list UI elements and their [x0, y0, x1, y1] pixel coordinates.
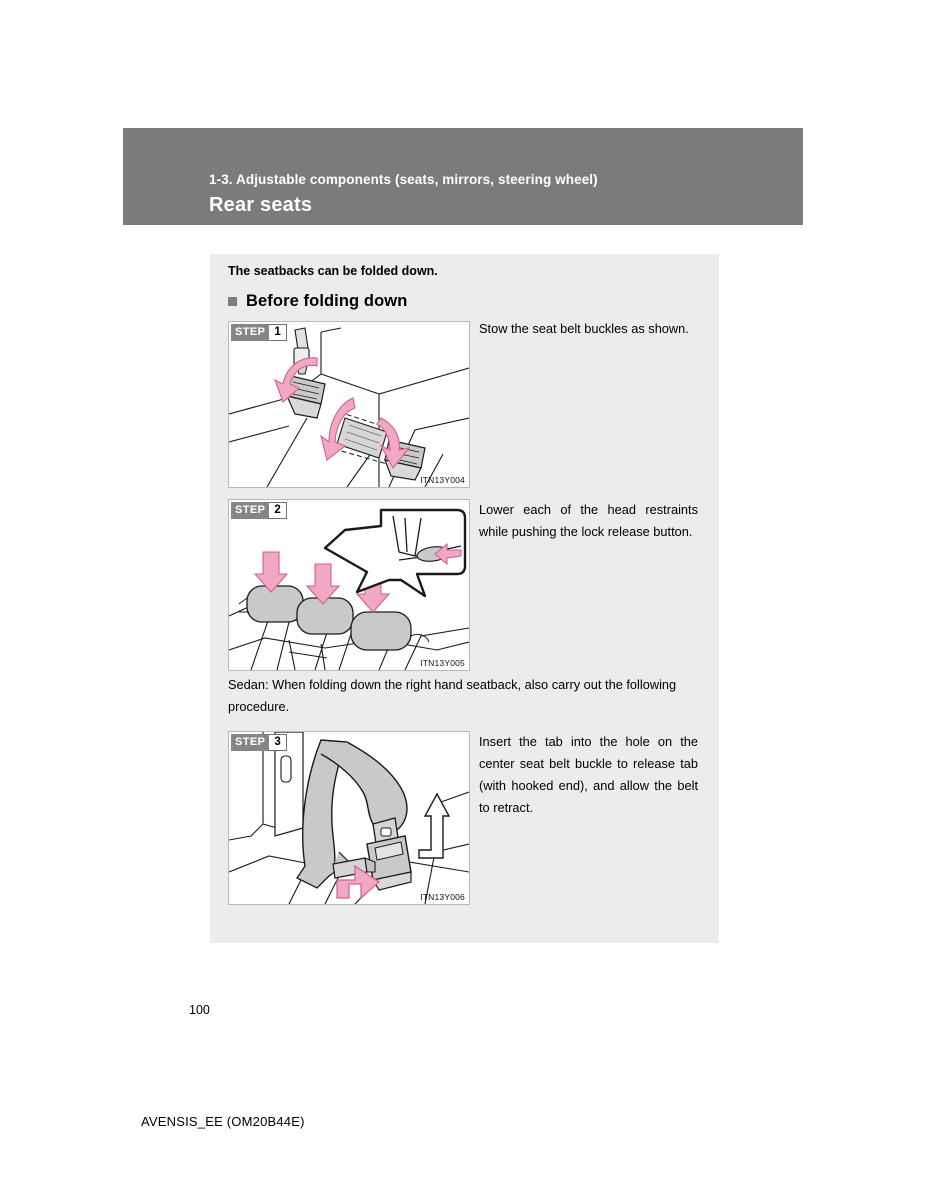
header-section-label: 1-3. Adjustable components (seats, mirrors, steering wheel): [209, 172, 598, 187]
step-2-badge-number: 2: [269, 502, 286, 519]
subsection-heading-label: Before folding down: [246, 292, 408, 310]
page-header-bar: [123, 128, 803, 225]
step-1-figure-code: ITN13Y004: [420, 475, 465, 485]
step-2-figure: [228, 499, 470, 671]
content-panel: [210, 254, 719, 943]
step-1-illustration: [229, 322, 469, 487]
step-2-illustration: [229, 500, 469, 670]
page-title: Rear seats: [209, 194, 313, 216]
step-3-badge-number: 3: [269, 734, 286, 751]
step-2-badge-word: STEP: [231, 502, 269, 519]
lead-text: The seatbacks can be folded down.: [228, 264, 438, 278]
sedan-note-paragraph: Sedan: When folding down the right hand seatback, also carry out the following procedure.: [228, 677, 677, 714]
step-3-illustration: [229, 732, 469, 904]
page-number: 100: [189, 1003, 210, 1017]
step-2-caption: Lower each of the head restraints while pushing the lock release button.: [479, 502, 698, 539]
step-1-badge-word: STEP: [231, 324, 269, 341]
step-1-badge: [231, 324, 287, 341]
step-3-figure-code: ITN13Y006: [420, 892, 465, 902]
step-3-caption: Insert the tab into the hole on the center seat belt buckle to release tab (with hooked end), and allow the belt to retract.: [479, 734, 698, 815]
step-1-figure: [228, 321, 470, 488]
step-1-caption: Stow the seat belt buckles as shown.: [479, 321, 689, 336]
square-bullet-icon: [228, 297, 237, 306]
step-3-badge: [231, 734, 287, 751]
book-identifier: AVENSIS_EE (OM20B44E): [141, 1114, 305, 1129]
subsection-heading: [228, 292, 407, 311]
step-2-figure-code: ITN13Y005: [420, 658, 465, 668]
step-3-figure: [228, 731, 470, 905]
step-1-badge-number: 1: [269, 324, 286, 341]
step-2-badge: [231, 502, 287, 519]
step-3-badge-word: STEP: [231, 734, 269, 751]
